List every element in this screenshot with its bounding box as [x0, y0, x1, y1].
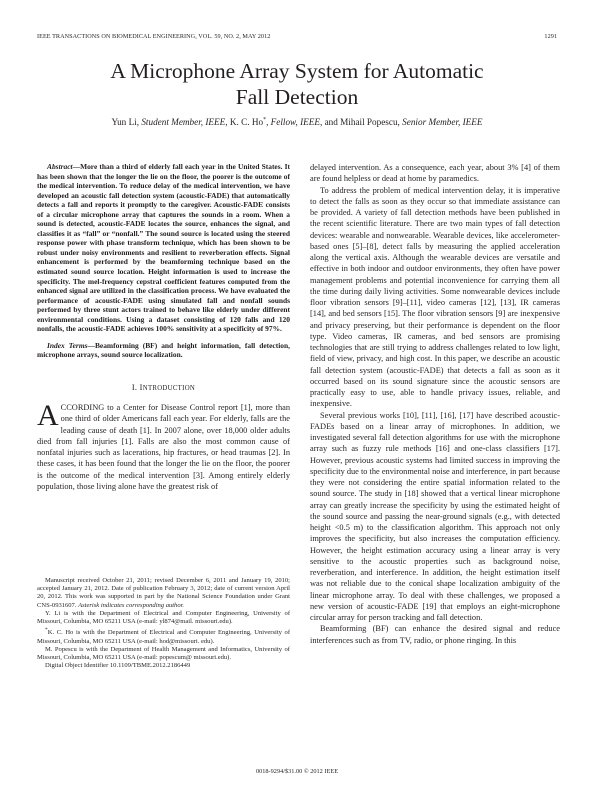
index-terms: [37, 341, 290, 360]
title-line-2: Fall Detection: [235, 85, 359, 109]
abstract-label: Abstract: [47, 162, 73, 171]
author-3-role: Senior Member, IEEE: [402, 117, 483, 128]
page-number: 1291: [544, 33, 557, 40]
footnote-manuscript-text: Manuscript received October 21, 2011; revised December 6, 2011 and January 19, 2010; accepted January 21, 2012. Date of publication February 3, 2012; date of current version April 20, 2012. This work was supported in part by the National Science Foundation under Grant CNS-0931607.: [37, 577, 290, 609]
right-paragraph-1: delayed intervention. As a consequence, each year, about 3% [4] of them are found helpless or dead at home by paramedics.: [310, 163, 560, 184]
journal-header: IEEE TRANSACTIONS ON BIOMEDICAL ENGINEERING, VOL. 59, NO. 2, MAY 2012: [37, 33, 271, 40]
footnotes: [37, 577, 290, 670]
index-terms-label: Index Terms: [47, 340, 88, 350]
footnote-star: *: [45, 627, 48, 634]
section-numeral: I. I: [131, 382, 143, 392]
left-column: [37, 162, 290, 492]
dropcap-letter: A: [37, 399, 59, 433]
intro-paragraph: [37, 399, 290, 492]
footnote-manuscript: [37, 577, 290, 610]
section-heading-introduction: [37, 382, 290, 394]
footnote-author-2-text: K. C. Ho is with the Department of Electrical and Computer Engineering, University of Missouri, Columbia, MO 65211 USA (e-mail: hod@missouri. edu).: [37, 629, 290, 645]
author-3-name: , and Mihail Popescu,: [319, 117, 403, 128]
copyright-footer: 0018-9294/$31.00 © 2012 IEEE: [255, 768, 339, 775]
right-paragraph-4: Beamforming (BF) can enhance the desired signal and reduce interferences such as from TV, radio, or phone ringing. In this: [310, 624, 560, 645]
paper-title: [0, 58, 594, 110]
title-line-1: A Microphone Array System for Automatic: [110, 59, 484, 83]
right-paragraph-2: To address the problem of medical intervention delay, it is imperative to detect the falls as soon as they occur so that immediate assistance can be provided. A variety of fall detection methods have been published in the recent scientific literature. There are two main types of fall detection devices: wearable and nonwearable. Wearable devices, like accelerometer-based ones [5]–[8], detect falls by measuring the applied acceleration along the vertical axis. Although the wearable devices are versatile and effective in both indoor and outdoor environments, they often have power management problems and potential inconvenience for carrying them all the time during daily living activities. Some nonwearable devices include floor vibration sensors [9]–[11], video cameras [12], [13], IR cameras [14], and bed sensors [15]. The floor vibration sensors [9] are inexpensive and privacy preserving, but their performance is dependent on the floor type. Video cameras, IR cameras, and bed sensors are promising technologies that are still trying to address challenges related to low light, field of view, privacy, and high cost. In this paper, we describe an acoustic fall detection system (acoustic-FADE) that detects a fall as soon as it occurred based on its sound signature since the acoustic sensors are practically easy to use, able to handle privacy issues, reliable, and inexpensive.: [310, 185, 560, 409]
right-column: [310, 162, 560, 646]
footnote-author-3: M. Popescu is with the Department of Health Management and Informatics, University of Missouri, Columbia, MO 65211 USA (e-mail: popescum@ missouri.edu).: [37, 645, 290, 661]
footnote-asterisk-note: Asterisk indicates corresponding author.: [78, 601, 185, 609]
footnote-doi: Digital Object Identifier 10.1109/TBME.2012.2186449: [45, 662, 191, 670]
footnote-author-2: [37, 626, 290, 646]
right-paragraph-3: Several previous works [10], [11], [16], [17] have described acoustic-FADEs based on a linear array of microphones. In addition, we investigated several fall detection algorithms for use with the microphone array such as fuzzy rule methods [16] and one-class classifiers [17]. However, previous acoustic systems had limited success in improving the specificity due to the environmental noise and interference, in part because they were not considering the entire spatial information related to the sound source. The study in [18] showed that a vertical linear microphone array can greatly increase the specificity by using the estimated height of the sound source and passing the near-ground signals (e.g., with detected height <0.5 m) to the classification algorithm. This approach not only improves the specificity, but also increases the computation efficiency. However, the height estimation accuracy using a linear array is very sensitive to the acoustic properties such as background noise, reverberation, and interference. In addition, the height estimation itself was not reliable due to the conical shape localization ambiguity of the linear microphone array. To deal with these challenges, we proposed a new version of acoustic-FADE [19] that employs an eight-microphone circular array for person tracking and fall detection.: [310, 410, 560, 622]
abstract: [37, 162, 290, 334]
author-2-role: Fellow, IEEE: [270, 117, 320, 128]
corresponding-mark: *: [263, 117, 267, 123]
index-terms-text: —Beamforming (BF) and height information, fall detection, microphone arrays, sound source localization.: [37, 340, 290, 360]
footnote-author-1: Y. Li is with the Department of Electrical and Computer Engineering, University of Missouri, Columbia, MO 65211 USA (e-mail: yl874@mail. missouri.edu).: [37, 609, 290, 626]
author-1-name: Yun Li,: [111, 117, 142, 128]
section-name: NTRODUCTION: [142, 384, 196, 392]
intro-text: CCORDING to a Center for Disease Control report [1], more than one third of older Americans fall each year. For elderly, falls are the leading cause of death [1]. In 2007 alone, over 18,000 older adults died from fall injuries [1]. Falls are also the most common cause of nonfatal injuries such as lacerations, hip fractures, or head traumas [2]. In these cases, it has been found that the longer the lie on the floor, the poorer is the outcome of the medical intervention [3]. Among entirely elderly population, those living alone have the greatest risk of: [37, 403, 290, 491]
abstract-text: —More than a third of elderly fall each year in the United States. It has been shown that the longer the lie on the floor, the poorer is the outcome of the medical intervention. To reduce delay of the medical intervention, we have developed an acoustic fall detection system (acoustic-FADE) that automatically detects a fall and reports it promptly to the caregiver. Acoustic-FADE consists of a circular microphone array that captures the sounds in a room. When a sound is detected, acoustic-FADE locates the source, enhances the signal, and classifies it as “fall” or “nonfall.” The sound source is located using the steered response power with phase transform technique, which has been shown to be robust under noisy environments and resilient to reverberation effects. Signal enhancement is performed by the beamforming technique based on the estimated sound source location. Height information is used to increase the specificity. The mel-frequency cepstral coefficient features computed from the enhanced signal are utilized in the classification process. We have evaluated the performance of acoustic-FADE using simulated fall and nonfall sounds performed by three stunt actors trained to behave like elderly under different environmental conditions. Using a dataset consisting of 120 falls and 120 nonfalls, the acoustic-FADE achieves 100% sensitivity at a specificity of 97%.: [37, 162, 290, 334]
running-header: [37, 33, 557, 43]
author-1-role: Student Member, IEEE: [141, 117, 226, 128]
author-2-name: , K. C. Ho: [225, 117, 264, 128]
author-line: Yun Li, Student Member, IEEE, K. C. Ho*, Fellow, IEEE, and Mihail Popescu, Senior Member, IEEE: [111, 117, 483, 128]
